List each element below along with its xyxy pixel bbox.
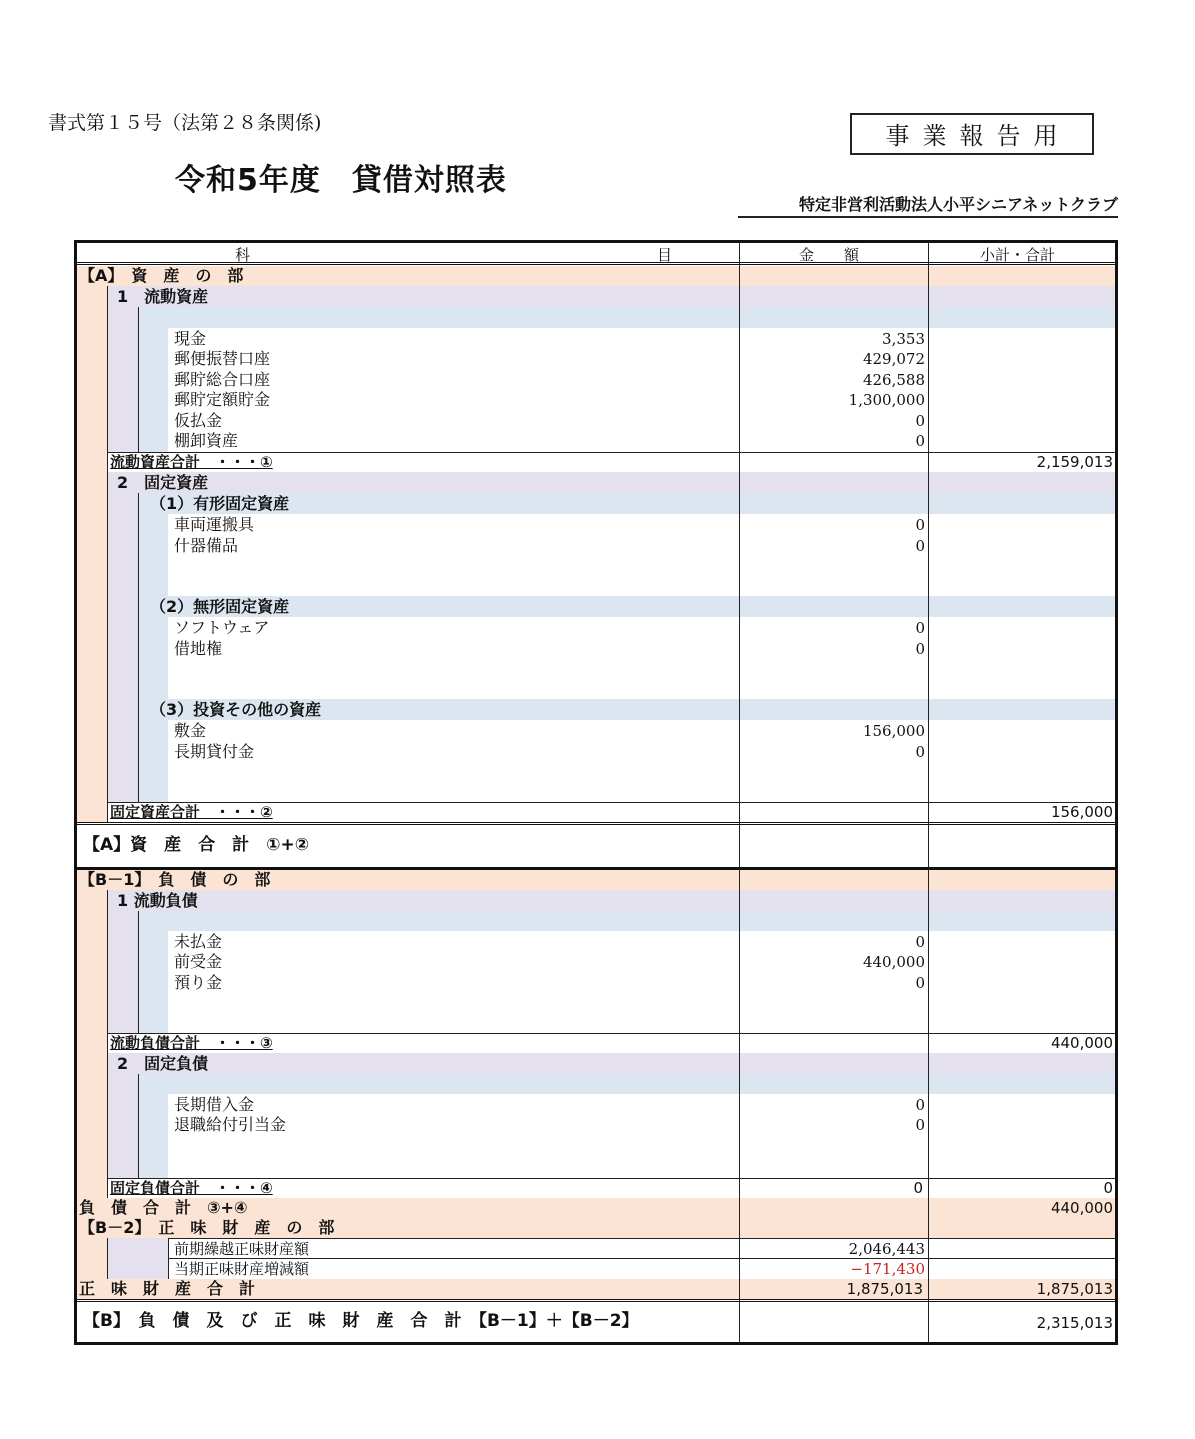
net-assets-total: 1,875,013 [1036,1280,1113,1298]
list-item-amount: 3,353 [882,330,925,348]
list-item-amount: 429,072 [862,350,925,368]
list-item: 郵貯総合口座 [174,370,271,389]
list-item: 棚卸資産 [174,431,239,450]
current-assets-total-label: 流動資産合計 ・・・① [110,453,273,471]
list-item: 車両運搬具 [174,515,255,534]
tangible-assets-label: （1）有形固定資産 [150,494,290,513]
list-item: 郵便振替口座 [174,349,271,368]
list-item-amount: 0 [915,933,925,951]
list-item-amount: 0 [915,1116,925,1134]
fixed-liabilities-total: 0 [1103,1179,1113,1197]
balance-sheet-table [74,240,1118,1345]
col-amount: 金 額 [799,246,860,264]
list-item-amount: 2,046,443 [848,1240,925,1258]
fixed-assets-label: 2 固定資産 [117,473,209,492]
fixed-liabilities-label: 2 固定負債 [117,1054,209,1073]
list-item-amount: 426,588 [862,371,925,389]
col-subject-left: 科 [235,246,251,264]
list-item-amount: 0 [915,516,925,534]
page-title: 令和5年度 貸借対照表 [175,163,507,198]
list-item: 長期借入金 [174,1095,255,1114]
current-liabilities-label: 1 流動負債 [117,891,198,910]
current-assets-label: 1 流動資産 [117,287,209,306]
liabilities-total-label: 負 債 合 計 ③+④ [79,1198,248,1217]
list-item-amount: 0 [915,432,925,450]
fixed-liabilities-total-label: 固定負債合計 ・・・④ [110,1179,273,1197]
list-item: 長期貸付金 [174,742,255,761]
list-item-amount: 0 [915,412,925,430]
current-liabilities-total: 440,000 [1050,1034,1113,1052]
list-item: 前期繰越正味財産額 [174,1240,310,1258]
organization-name: 特定非営利活動法人小平シニアネットクラブ [738,192,1118,218]
grand-total-label: 【B】 負 債 及 び 正 味 財 産 合 計 【B－1】＋【B－2】 [83,1311,639,1331]
list-item-amount: 1,300,000 [848,391,925,409]
net-assets-total-label: 正 味 財 産 合 計 [79,1279,256,1298]
current-liabilities-total-label: 流動負債合計 ・・・③ [110,1034,273,1052]
assets-grand-total-label: 【A】資 産 合 計 ①+② [83,835,310,855]
col-subtotal: 小計・合計 [980,246,1056,264]
list-item: 什器備品 [174,536,239,555]
list-item: 仮払金 [174,411,223,430]
col-subject-right: 目 [657,246,673,264]
list-item: 現金 [174,329,207,348]
assets-section-label: 【A】 資 産 の 部 [79,266,244,285]
report-type-box: 事業報告用 [850,113,1094,155]
investment-assets-label: （3）投資その他の資産 [150,700,322,719]
list-item-amount: 0 [915,640,925,658]
list-item-amount: 440,000 [862,953,925,971]
list-item-amount: 0 [915,619,925,637]
net-assets-section-label: 【B－2】 正 味 財 産 の 部 [79,1218,335,1237]
list-item-amount: 0 [915,974,925,992]
list-item: 借地権 [174,639,223,658]
list-item: 当期正味財産増減額 [174,1260,310,1278]
list-item-amount: 0 [915,537,925,555]
list-item: 郵貯定額貯金 [174,390,271,409]
fixed-assets-total: 156,000 [1050,803,1113,821]
net-assets-amount: 1,875,013 [846,1280,923,1298]
current-assets-total: 2,159,013 [1036,453,1113,471]
grand-total: 2,315,013 [1036,1314,1113,1332]
fixed-assets-total-label: 固定資産合計 ・・・② [110,803,273,821]
list-item: ソフトウェア [174,618,270,637]
liabilities-section-label: 【B－1】 負 債 の 部 [79,870,271,889]
list-item: 退職給付引当金 [174,1115,287,1134]
liabilities-total: 440,000 [1050,1199,1113,1217]
list-item: 敷金 [174,721,207,740]
list-item: 未払金 [174,932,223,951]
list-item-amount: 0 [915,743,925,761]
list-item-amount: 0 [915,1096,925,1114]
form-label: 書式第１５号（法第２８条関係) [48,112,322,134]
intangible-assets-label: （2）無形固定資産 [150,597,290,616]
list-item: 前受金 [174,952,223,971]
fixed-liabilities-amount: 0 [913,1179,923,1197]
list-item-amount: 156,000 [862,722,925,740]
list-item: 預り金 [174,973,223,992]
list-item-amount-negative: −171,430 [850,1260,925,1278]
